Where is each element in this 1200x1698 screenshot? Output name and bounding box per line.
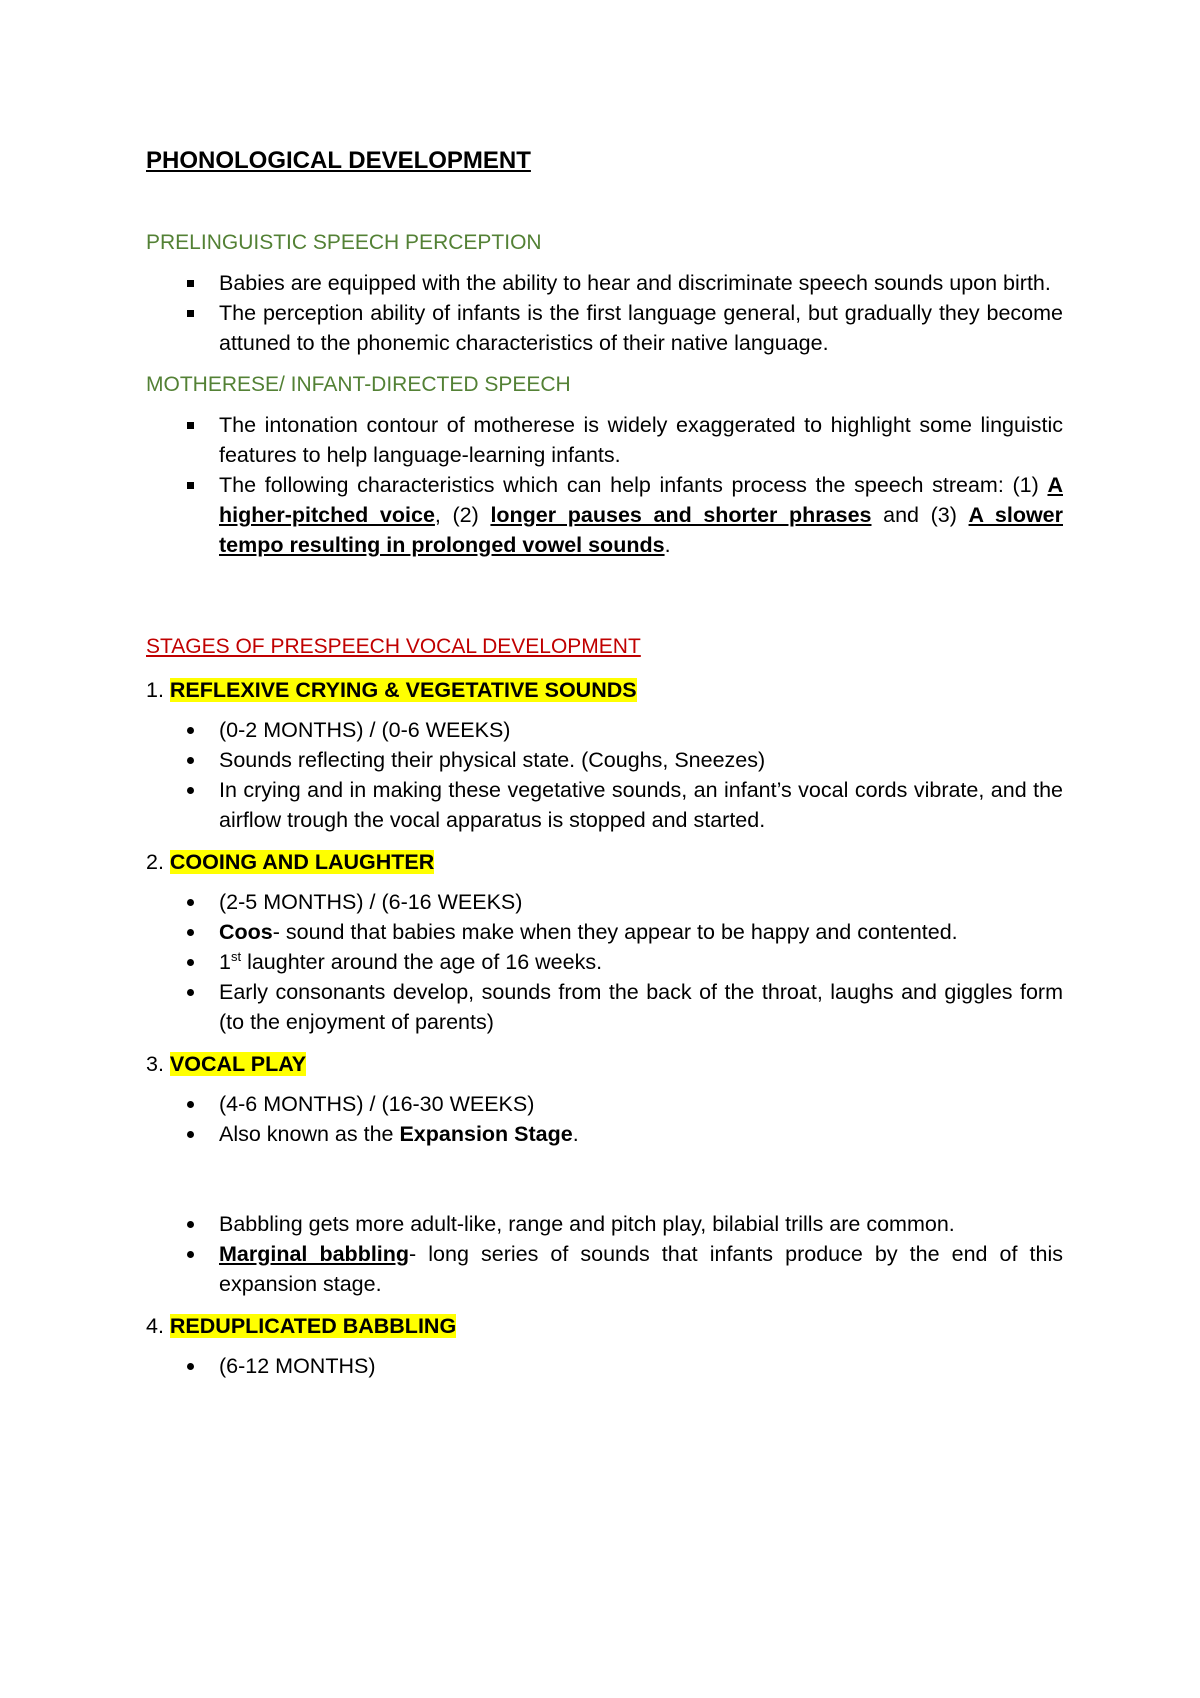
stage4-list (146, 1351, 1063, 1381)
round-bullet-icon (183, 947, 197, 977)
list-item: Also known as the Expansion Stage. (146, 1119, 1063, 1149)
stage2-list (146, 887, 1063, 1037)
emphasis-slower-tempo: A slower tempo resulting in prolonged vowel sounds (219, 503, 1063, 557)
section-heading-prelinguistic: PRELINGUISTIC SPEECH PERCEPTION (146, 231, 542, 254)
list-item: The intonation contour of motherese is widely exaggerated to highlight some linguistic features to help language-learning infants. (146, 410, 1063, 470)
round-bullet-icon (183, 1351, 197, 1381)
list-item: (0-2 MONTHS) / (0-6 WEEKS) (146, 715, 1063, 745)
round-bullet-icon (183, 745, 197, 775)
round-bullet-icon (183, 715, 197, 745)
stage-heading-3: 3. VOCAL PLAY (146, 1052, 307, 1076)
stage-heading-2: 2. COOING AND LAUGHTER (146, 850, 435, 874)
stage1-list (146, 715, 1063, 835)
list-item: Marginal babbling- long series of sounds that infants produce by the end of this expansion stage. (146, 1239, 1063, 1299)
square-bullet-icon (183, 298, 197, 328)
list-item: Early consonants develop, sounds from the back of the throat, laughs and giggles form (to the enjoyment of parents) (146, 977, 1063, 1037)
list-item: (6-12 MONTHS) (146, 1351, 1063, 1381)
list-item: Babbling gets more adult-like, range and pitch play, bilabial trills are common. (146, 1209, 1063, 1239)
round-bullet-icon (183, 977, 197, 1007)
square-bullet-icon (183, 470, 197, 500)
stage3-list-a (146, 1089, 1063, 1149)
section-heading-motherese: MOTHERESE/ INFANT-DIRECTED SPEECH (146, 373, 571, 396)
square-bullet-icon (183, 268, 197, 298)
document-body (146, 146, 1063, 1381)
round-bullet-icon (183, 1239, 197, 1269)
blank-gap (146, 1149, 1063, 1209)
round-bullet-icon (183, 1119, 197, 1149)
round-bullet-icon (183, 917, 197, 947)
motherese-list (146, 410, 1063, 560)
stage-heading-1: 1. REFLEXIVE CRYING & VEGETATIVE SOUNDS (146, 678, 637, 702)
stage3-list-b (146, 1209, 1063, 1299)
list-item: 1st laughter around the age of 16 weeks. (146, 947, 1063, 977)
round-bullet-icon (183, 1209, 197, 1239)
prelinguistic-list (146, 268, 1063, 358)
emphasis-longer-pauses: longer pauses and shorter phrases (490, 503, 872, 527)
round-bullet-icon (183, 1089, 197, 1119)
stage-heading-4: 4. REDUPLICATED BABBLING (146, 1314, 457, 1338)
square-bullet-icon (183, 410, 197, 440)
section-heading-stages: STAGES OF PRESPEECH VOCAL DEVELOPMENT (146, 635, 641, 658)
list-item: In crying and in making these vegetative sounds, an infant’s vocal cords vibrate, and the airflow trough the vocal apparatus is stopped and started. (146, 775, 1063, 835)
list-item: (2-5 MONTHS) / (6-16 WEEKS) (146, 887, 1063, 917)
page-title: PHONOLOGICAL DEVELOPMENT (146, 147, 531, 174)
list-item: Coos- sound that babies make when they appear to be happy and contented. (146, 917, 1063, 947)
round-bullet-icon (183, 887, 197, 917)
round-bullet-icon (183, 775, 197, 805)
list-item: Sounds reflecting their physical state. (Coughs, Sneezes) (146, 745, 1063, 775)
list-item: (4-6 MONTHS) / (16-30 WEEKS) (146, 1089, 1063, 1119)
list-item: The perception ability of infants is the first language general, but gradually they become attuned to the phonemic characteristics of their native language. (146, 298, 1063, 358)
list-item: Babies are equipped with the ability to hear and discriminate speech sounds upon birth. (146, 268, 1063, 298)
list-item: The following characteristics which can help infants process the speech stream: (1) A higher-pitched voice, (2) longer pauses and shorter phrases and (3) A slower tempo resulting in prolonged vowel sounds. (146, 470, 1063, 560)
emphasis-higher-pitched: A higher-pitched voice (219, 473, 1063, 527)
